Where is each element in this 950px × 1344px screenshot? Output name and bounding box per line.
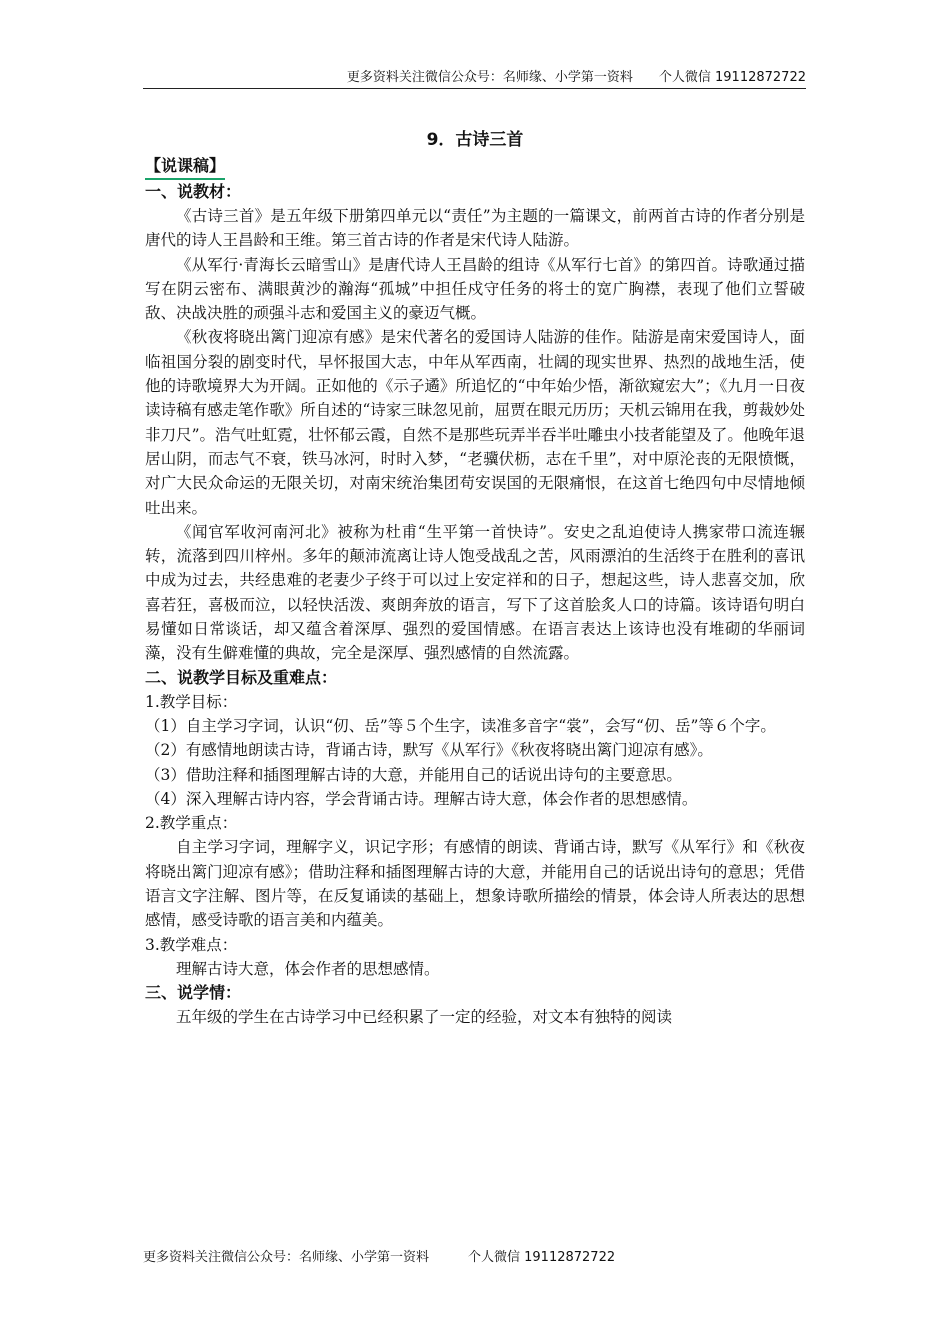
goal-item: （4）深入理解古诗内容，学会背诵古诗。理解古诗大意，体会作者的思想感情。 bbox=[145, 789, 698, 808]
page-header: 更多资料关注微信公众号：名师缘、小学第一资料 个人微信 19112872722 bbox=[346, 70, 806, 85]
paragraph: 《秋夜将晓出篱门迎凉有感》是宋代著名的爱国诗人陆游的佳作。陆游是南宋爱国诗人，面临祖国分裂的剧变时代，早怀报国大志，中年从军西南，壮阔的现实世界、热烈的战地生活，使他的诗歌境界大为开阔。正如他的《示子遹》所追忆的“中年始少悟，渐欲窥宏大”；《九月一日夜读诗稿有感走笔作歌》所自述的“诗家三昧忽见前，屈贾在眼元历历；天机云锦用在我，剪裁妙处非刀尺”。浩气吐虹霓，壮怀郁云霞，自然不是那些玩弄半吞半吐雕虫小技者能望及了。他晚年退居山阴，而志气不衰，铁马冰河，时时入梦，“老骥伏枥，志在千里”，对中原沦丧的无限愤慨，对广大民众命运的无限关切，对南宋统治集团苟安误国的无限痛恨，在这首七绝四句中尽情地倾吐出来。 bbox=[145, 328, 805, 517]
page-footer: 更多资料关注微信公众号：名师缘、小学第一资料 个人微信 19112872722 bbox=[143, 1250, 616, 1265]
difficulty-text: 理解古诗大意，体会作者的思想感情。 bbox=[176, 959, 440, 978]
paragraph: 五年级的学生在古诗学习中已经积累了一定的经验，对文本有独特的阅读 bbox=[176, 1008, 673, 1027]
key-points-text: 自主学习字词，理解字义，识记字形；有感情的朗读、背诵古诗，默写《从军行》和《秋夜将晓出篱门迎凉有感》；借助注释和插图理解古诗的大意，并能用自己的话说出诗句的意思；凭借语言文字注解、图片等，在反复诵读的基础上，想象诗歌所描绘的情景，体会诗人所表达的思想感情，感受诗歌的语言美和内蕴美。 bbox=[145, 838, 805, 930]
goals-label: 1.教学目标： bbox=[145, 692, 238, 711]
paragraph: 《闻官军收河南河北》被称为杜甫“生平第一首快诗”。安史之乱迫使诗人携家带口流连辗转，流落到四川梓州。多年的颠沛流离让诗人饱受战乱之苦，风雨漂泊的生活终于在胜利的喜讯中成为过去，共经患难的老妻少子终于可以过上安定祥和的日子，想起这些，诗人悲喜交加，欣喜若狂，喜极而泣，以轻快活泼、爽朗奔放的语言，写下了这首脍炙人口的诗篇。该诗语句明白易懂如日常谈话，却又蕴含着深厚、强烈的爱国情感。在语言表达上该诗也没有堆砌的华丽词藻，没有生僻难懂的典故，完全是深厚、强烈感情的自然流露。 bbox=[145, 522, 805, 663]
heading-student-analysis: 三、说学情： bbox=[145, 983, 242, 1003]
header-divider bbox=[143, 88, 806, 89]
paragraph: 《从军行·青海长云暗雪山》是唐代诗人王昌龄的组诗《从军行七首》的第四首。诗歌通过描写在阴云密布、满眼黄沙的瀚海“孤城”中担任戍守任务的将士的宽广胸襟，表现了他们立誓破敌、决战决胜的顽强斗志和爱国主义的豪迈气概。 bbox=[145, 255, 805, 323]
difficulty-label: 3.教学难点： bbox=[145, 935, 238, 954]
document-body bbox=[145, 126, 805, 1030]
heading-teaching-material: 一、说教材： bbox=[145, 182, 242, 201]
paragraph: 《古诗三首》是五年级下册第四单元以“责任”为主题的一篇课文，前两首古诗的作者分别是唐代的诗人王昌龄和王维。第三首古诗的作者是宋代诗人陆游。 bbox=[145, 207, 805, 250]
lesson-title: 9．古诗三首 bbox=[426, 130, 524, 150]
goal-item: （2）有感情地朗读古诗，背诵古诗，默写《从军行》《秋夜将晓出篱门迎凉有感》。 bbox=[145, 741, 713, 760]
key-points-label: 2.教学重点： bbox=[145, 814, 238, 833]
goal-item: （3）借助注释和插图理解古诗的大意，并能用自己的话说出诗句的主要意思。 bbox=[145, 765, 682, 784]
goal-item: （1）自主学习字词，认识“仞、岳”等５个生字，读准多音字“裳”，会写“仞、岳”等６个字。 bbox=[145, 716, 776, 735]
section-tag: 【说课稿】 bbox=[145, 154, 225, 180]
heading-teaching-goals: 二、说教学目标及重难点： bbox=[145, 667, 338, 687]
